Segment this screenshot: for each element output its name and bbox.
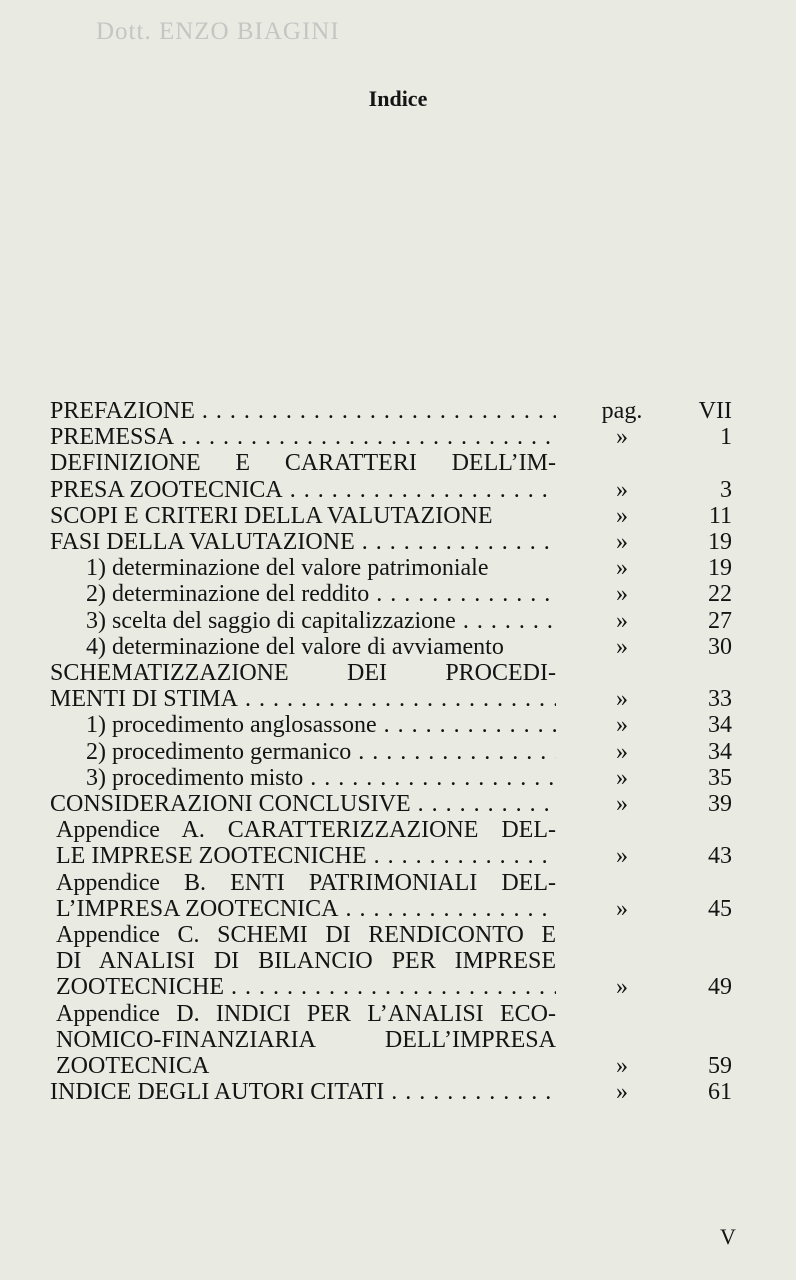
toc-page-marker: » [616, 633, 628, 660]
toc-entry-title: DEFINIZIONE E CARATTERI DELL’IM- [50, 450, 556, 477]
toc-entry-title: 1) determinazione del valore patrimoniale [86, 555, 489, 582]
toc-entry-title-continued: DI ANALISI DI BILANCIO PER IMPRESE [56, 948, 556, 975]
toc-entry [50, 529, 750, 555]
toc-subentry [50, 608, 750, 634]
toc-appendix-entry [50, 1001, 750, 1080]
page-folio-number: V [720, 1224, 736, 1249]
toc-entry-title: 1) procedimento anglosassone . . . [50, 712, 556, 738]
toc-page-marker: » [616, 1053, 628, 1080]
toc-page-marker: » [616, 555, 628, 582]
toc-page-marker: » [616, 607, 628, 634]
toc-entry-title-continued: LE IMPRESE ZOOTECNICHE . . . [50, 843, 556, 869]
toc-entry [50, 424, 750, 450]
toc-page-marker: » [616, 1079, 628, 1106]
toc-entry-title: PREMESSA . . . [50, 424, 556, 450]
toc-entry-title-continued: ZOOTECNICA [56, 1053, 210, 1080]
toc-entry-title: 3) scelta del saggio di capitalizzazione . . . [50, 608, 556, 634]
toc-entry [50, 503, 750, 529]
toc-page-marker: » [616, 764, 628, 791]
toc-page-number: 39 [708, 791, 732, 818]
toc-entry [50, 660, 750, 712]
toc-entry-title-continued: NOMICO-FINANZIARIA DELL’IMPRESA [56, 1026, 556, 1053]
table-of-contents [50, 398, 750, 1105]
toc-entry-title: FASI DELLA VALUTAZIONE . . . [50, 529, 556, 555]
toc-entry-title: Appendice D. INDICI PER L’ANALISI ECO- [56, 1000, 556, 1027]
toc-page-number: 49 [708, 974, 732, 1001]
toc-entry-title: Appendice A. CARATTERIZZAZIONE DEL- [56, 817, 556, 844]
toc-page-marker: » [616, 843, 628, 870]
toc-page-marker: » [616, 712, 628, 739]
toc-page-number: 30 [708, 633, 732, 660]
toc-entry-title: Appendice B. ENTI PATRIMONIALI DEL- [56, 869, 556, 896]
toc-page-marker: » [616, 502, 628, 529]
toc-entry-title-continued: PRESA ZOOTECNICA . . . [50, 477, 556, 503]
toc-page-number: 45 [708, 895, 732, 922]
toc-page-marker: » [616, 974, 628, 1001]
toc-page-number: VII [698, 398, 732, 424]
toc-entry [50, 791, 750, 817]
toc-entry-title-continued: L’IMPRESA ZOOTECNICA . . . [50, 896, 556, 922]
toc-entry [50, 450, 750, 502]
toc-page-number: 3 [720, 476, 732, 503]
toc-subentry [50, 555, 750, 581]
toc-subentry [50, 634, 750, 660]
toc-entry [50, 1079, 750, 1105]
toc-entry-title: 4) determinazione del valore di avviamento [86, 633, 504, 660]
toc-page-marker: » [616, 791, 628, 818]
toc-entry-title: 3) procedimento misto . . . [50, 765, 556, 791]
toc-page-number: 19 [708, 529, 732, 556]
toc-page-number: 34 [708, 712, 732, 739]
toc-page-marker: » [616, 581, 628, 608]
toc-entry-title: INDICE DEGLI AUTORI CITATI . . . [50, 1079, 556, 1105]
toc-entry-title-continued: MENTI DI STIMA . . . [50, 686, 556, 712]
toc-page-number: 11 [708, 502, 732, 529]
toc-subentry [50, 712, 750, 738]
toc-entry [50, 398, 750, 424]
toc-entry-title: CONSIDERAZIONI CONCLUSIVE . . . [50, 791, 556, 817]
toc-page-number: 43 [708, 843, 732, 870]
toc-page-marker: pag. [601, 398, 643, 424]
toc-page-number: 61 [708, 1079, 732, 1106]
toc-page-marker: » [616, 476, 628, 503]
toc-page-number: 27 [708, 607, 732, 634]
toc-subentry [50, 739, 750, 765]
toc-page-marker: » [616, 895, 628, 922]
toc-subentry [50, 581, 750, 607]
toc-page-marker: » [616, 529, 628, 556]
toc-entry-title: SCOPI E CRITERI DELLA VALUTAZIONE [50, 502, 493, 529]
owner-stamp: Dott. ENZO BIAGINI [96, 18, 340, 45]
toc-page-number: 59 [708, 1053, 732, 1080]
toc-page-marker: » [616, 686, 628, 713]
toc-page-number: 1 [720, 424, 732, 451]
toc-entry-title-continued: ZOOTECNICHE . . . [50, 974, 556, 1000]
toc-page-number: 33 [708, 686, 732, 713]
toc-subentry [50, 765, 750, 791]
toc-page-marker: » [616, 738, 628, 765]
toc-appendix-entry [50, 817, 750, 869]
toc-entry-title: 2) procedimento germanico . . . [50, 739, 556, 765]
toc-page-number: 35 [708, 764, 732, 791]
toc-page-number: 22 [708, 581, 732, 608]
toc-appendix-entry [50, 870, 750, 922]
toc-entry-title: PREFAZIONE . . . [50, 398, 556, 424]
toc-page-number: 19 [708, 555, 732, 582]
toc-entry-title: Appendice C. SCHEMI DI RENDICONTO E [56, 922, 556, 949]
toc-appendix-entry [50, 922, 750, 1001]
toc-entry-title: 2) determinazione del reddito . . . [50, 581, 556, 607]
toc-entry-title: SCHEMATIZZAZIONE DEI PROCEDI- [50, 660, 556, 687]
toc-page-marker: » [616, 424, 628, 451]
page-title: Indice [368, 86, 428, 111]
toc-page-number: 34 [708, 738, 732, 765]
